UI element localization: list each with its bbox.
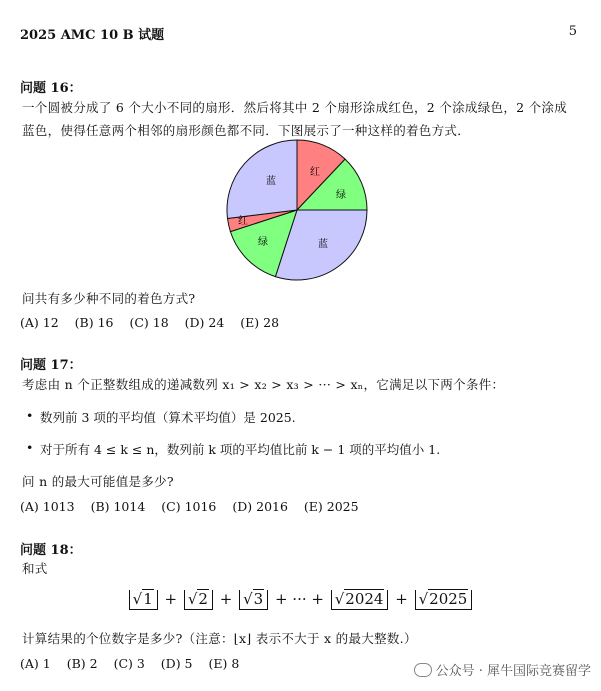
floor-term-2: √2 bbox=[184, 590, 213, 610]
choice-d[interactable]: (D) 2016 bbox=[232, 499, 288, 514]
choice-c[interactable]: (C) 1016 bbox=[161, 499, 217, 514]
choice-b[interactable]: (B) 2 bbox=[66, 656, 98, 671]
floor-term-3: √3 bbox=[239, 590, 268, 610]
choice-e[interactable]: (E) 28 bbox=[240, 315, 280, 330]
label-green-left: 绿 bbox=[258, 237, 268, 248]
question-18-label: 问题 18： bbox=[20, 543, 82, 558]
document-title: 2025 AMC 10 B 试题 bbox=[20, 28, 165, 43]
choice-b[interactable]: (B) 1014 bbox=[90, 499, 146, 514]
choice-b[interactable]: (B) 16 bbox=[74, 315, 114, 330]
sector-blue-top bbox=[227, 140, 297, 219]
floor-term-1: √1 bbox=[129, 590, 158, 610]
label-blue-top: 蓝 bbox=[266, 176, 276, 187]
question-17-condition-2: • 对于所有 4 ≤ k ≤ n，数列前 k 项的平均值比前 k − 1 项的平均值小 1. bbox=[40, 440, 440, 458]
question-16-prompt: 问共有多少种不同的着色方式? bbox=[22, 291, 196, 306]
choice-a[interactable]: (A) 1 bbox=[20, 656, 51, 671]
pie-chart-diagram bbox=[224, 137, 370, 283]
wechat-icon bbox=[414, 663, 432, 677]
floor-term-2024: √2024 bbox=[331, 590, 389, 610]
choice-a[interactable]: (A) 1013 bbox=[20, 499, 75, 514]
choice-c[interactable]: (C) 3 bbox=[113, 656, 145, 671]
question-18-choices bbox=[20, 656, 251, 671]
choice-d[interactable]: (D) 5 bbox=[160, 656, 193, 671]
question-16-line-1: 一个圆被分成了 6 个大小不同的扇形．然后将其中 2 个扇形涂成红色，2 个涂成绿色，2 个涂成 bbox=[22, 100, 568, 115]
sum-formula: √1 + √2 + √3 + ··· + √2024 + √2025 bbox=[0, 590, 601, 610]
choice-e[interactable]: (E) 2025 bbox=[303, 499, 359, 514]
label-blue-bottom: 蓝 bbox=[318, 239, 328, 250]
question-16-choices bbox=[20, 315, 291, 330]
choice-a[interactable]: (A) 12 bbox=[20, 315, 59, 330]
page-header bbox=[20, 24, 577, 44]
label-red-left: 红 bbox=[238, 216, 248, 227]
floor-term-2025: √2025 bbox=[415, 590, 473, 610]
watermark bbox=[414, 660, 591, 679]
question-18-prompt: 计算结果的个位数字是多少?（注意：⌊x⌋ 表示不大于 x 的最大整数.） bbox=[22, 631, 417, 646]
question-17-prompt: 问 n 的最大可能值是多少? bbox=[22, 474, 174, 489]
page-number: 5 bbox=[568, 24, 577, 39]
label-green-right: 绿 bbox=[336, 190, 346, 201]
question-17-condition-1: • 数列前 3 项的平均值（算术平均值）是 2025. bbox=[40, 408, 296, 426]
choice-e[interactable]: (E) 8 bbox=[208, 656, 240, 671]
question-17-intro: 考虑由 n 个正整数组成的递减数列 x₁ > x₂ > x₃ > ··· > xₙ，它满足以下两个条件： bbox=[22, 377, 505, 392]
question-17-label: 问题 17： bbox=[20, 358, 82, 373]
question-16-label: 问题 16： bbox=[20, 81, 82, 96]
ellipsis: + ··· + bbox=[274, 590, 324, 608]
question-17-choices bbox=[20, 499, 371, 514]
question-16-line-2: 蓝色，使得任意两个相邻的扇形颜色都不同．下图展示了一种这样的着色方式． bbox=[22, 123, 471, 138]
choice-d[interactable]: (D) 24 bbox=[184, 315, 225, 330]
choice-c[interactable]: (C) 18 bbox=[129, 315, 169, 330]
question-18-intro: 和式 bbox=[22, 561, 48, 576]
watermark-text: 公众号 · 犀牛国际竞赛留学 bbox=[435, 664, 591, 679]
label-red-top: 红 bbox=[310, 167, 320, 178]
